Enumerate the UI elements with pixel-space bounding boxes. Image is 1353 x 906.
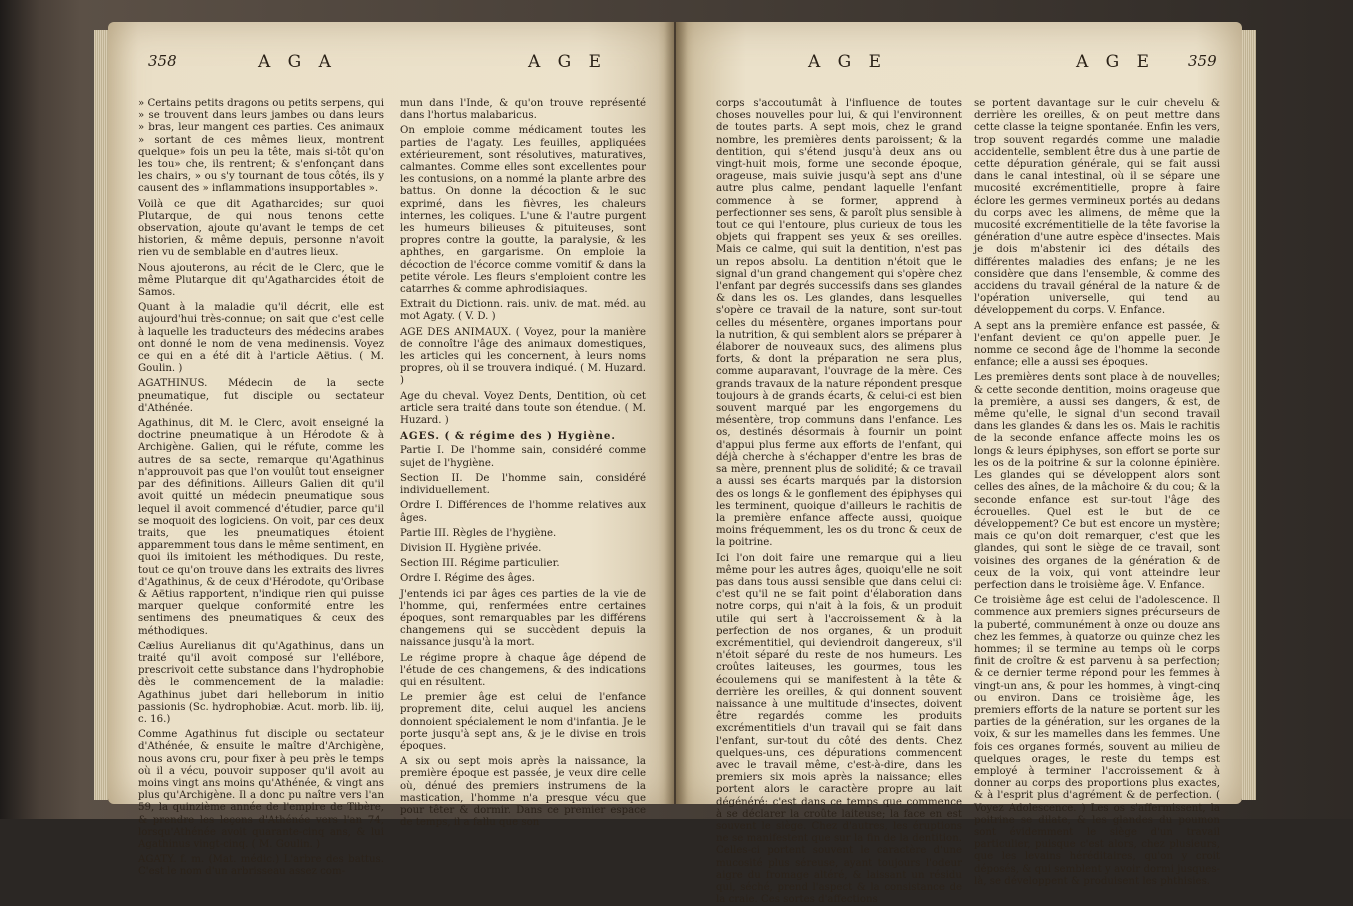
paragraph: Le régime propre à chaque âge dépend de l'étude de ces changemens, & des indications qui en résultent. <box>400 652 646 688</box>
right-page <box>676 22 1242 906</box>
left-column-2 <box>400 98 646 829</box>
paragraph: Section II. De l'homme sain, considéré individuellement. <box>400 472 646 497</box>
paragraph: Extrait du Dictionn. rais. univ. de mat. méd. au mot Agaty. ( V. D. ) <box>400 299 646 323</box>
right-column-1 <box>716 98 962 906</box>
paragraph: Le premier âge est celui de l'enfance proprement dite, celui auquel les anciens donnoient spécialement le nom d'infantia. Je le porte jusqu'à sept ans, & je le divise en trois époques. <box>400 692 646 752</box>
paragraph: Section III. Régime particulier. <box>400 558 560 570</box>
left-page-number: 358 <box>148 52 177 70</box>
left-header-right: A G E <box>528 52 608 72</box>
paragraph: AGATHINUS. Médecin de la secte pneumatique, fut disciple ou sectateur d'Athénée. <box>138 378 384 414</box>
left-header-left: A G A <box>258 52 337 72</box>
paragraph: Quant à la maladie qu'il décrit, elle est aujourd'hui très-connue; on sait que c'est celle à laquelle les traducteurs des médecins arabes ont donné le nom de vena medinensis. Voyez ce qui en a été dit à l'article Aëtius. ( M. Goulin. ) <box>138 302 384 375</box>
right-header-right: A G E <box>1076 52 1156 72</box>
paragraph: Nous ajouterons, au récit de le Clerc, que le même Plutarque dit qu'Agatharcides étoit de Samos. <box>138 262 384 299</box>
paragraph: Age du cheval. Voyez Dents, Dentition, où cet article sera traité dans toute son étendue. ( M. Huzard. ) <box>400 390 646 427</box>
paragraph: Cælius Aurelianus dit qu'Agathinus, dans un traité qu'il avoit composé sur l'ellébore, prescrivoit cette substance dans l'hydrophobie dès le commencement de la maladie: Agathinus jubet dari helleborum in initio passionis (Sc. hydrophobiæ. Acut. morb. lib. iij, c. 16.) <box>138 640 384 725</box>
right-page-edges <box>1242 30 1256 800</box>
paragraph: A six ou sept mois après la naissance, la première époque est passée, je veux dire celle où, dénué des premiers instrumens de la mastication, l'homme n'a presque vécu que pour têter & dormir. Dans ce premier espace de temps, il a fallu que son <box>400 756 646 829</box>
right-header-left: A G E <box>808 52 888 72</box>
left-page-edges <box>94 30 108 800</box>
paragraph: AGATY. f. m. (Mat. médic.) L'arbre des battus. C'est le nom d'un arbrisseau assez com- <box>138 854 384 878</box>
paragraph: A sept ans la première enfance est passée, & l'enfant devient ce qu'on appelle puer. Je nomme ce second âge de l'homme la seconde enfance; elle a aussi ses époques. <box>974 320 1220 369</box>
paragraph: On emploie comme médicament toutes les parties de l'agaty. Les feuilles, appliquées extérieurement, sont résolutives, maturatives, calmantes. Comme elles sont excellentes pour les contusions, on a nommé la plante arbre des battus. On donne la décoction & le suc exprimé, dans les fièvres, les chaleurs internes, les coliques. L'une & l'autre purgent les humeurs bilieuses & pituiteuses, sont propres contre la goutte, la paralysie, & les aphthes, en gargarisme. On emploie la décoction de l'écorce comme vomitif & dans la petite vérole. Les fleurs s'emploient contre les catarrhes & comme aphrodisiaques. <box>400 125 646 296</box>
book-gutter <box>664 22 688 804</box>
left-column-1 <box>138 98 384 878</box>
paragraph: Division II. Hygiène privée. <box>400 542 542 554</box>
right-page-number: 359 <box>1188 52 1217 70</box>
paragraph: » Certains petits dragons ou petits serpens, qui » se trouvent dans leurs jambes ou dans leurs » bras, leur mangent ces parties. Ces animaux » sortant de ces mêmes lieux, montrent quelque» fois un peu la tête, mais si-tôt qu'on les tou» che, ils rentrent; & s'enfonçant dans les chairs, » ou s'y tournant de tous côtés, ils y causent des » inflammations insupportables ». <box>138 98 384 195</box>
paragraph: Voilà ce que dit Agatharcides; sur quoi Plutarque, de qui nous tenons cette observation, ajoute qu'avant le temps de cet historien, & même depuis, personne n'avoit rien vu de semblable en d'autres lieux. <box>138 198 384 259</box>
right-column-2 <box>974 98 1220 887</box>
paragraph: Partie I. De l'homme sain, considéré comme sujet de l'hygiène. <box>400 445 646 469</box>
paragraph: Ici l'on doit faire une remarque qui a lieu même pour les autres âges, quoiqu'elle ne soit pas dans tous aussi sensible que dans celui ci: c'est qu'il ne se fait point d'élaboration dans notre corps, qui n'ait à la fois, & un produit utile qui sert à l'accroissement & à la perfection de nos organes, & un produit excrémentitiel, qui deviendroit dangereux, s'il n'étoit séparé du reste de nos humeurs. Les croûtes laiteuses, les gourmes, tous les écoulemens qui se manifestent à la tête & derrière les oreilles, & qui donnent souvent naissance à une multitude d'insectes, doivent être regardés comme les produits excrémentitiels d'un travail qui se fait dans l'enfant, sur-tout du côté des dents. Chez quelques-uns, ces dépurations commencent avec le travail même, c'est-à-dire, dans les premiers six mois après la naissance; elles portent alors le caractère propre au lait dégénéré: c'est dans ce temps que commence à se déclarer la croûte laiteuse; la face en est souvent le siège. Chez d'autres, les éruptions ne se manifestent que sur la fin de la dentition. Celles-ci portent souvent le caractère d'une mucosité plus séreuse, ayant toujours l'odeur aigre du fromage altéré, & laissant un résidu qui, séché, prend l'aspect & la consistance de la craie. Ces sortes d'affections <box>716 552 962 906</box>
paragraph: corps s'accoutumât à l'influence de toutes choses nouvelles pour lui, & qui l'environnent de toutes parts. A sept mois, chez le grand nombre, les premières dents paroissent; & la dentition, qui s'étend jusqu'à deux ans ou vingt-huit mois, forme une seconde époque, orageuse, mais suivie jusqu'à sept ans d'une autre plus calme, pendant laquelle l'enfant commence à se former, apprend à perfectionner ses sens, & paroît plus sensible à tout ce qui l'entoure, plus curieux de tous les objets qui frappent ses yeux & ses oreilles. Mais ce calme, qui suit la dentition, n'est pas un repos absolu. La dentition n'étoit que le signal d'un grand changement qui s'opère chez l'enfant par degrés successifs dans ses glandes & dans les os. Les glandes, dans lesquelles s'opère ce travail de la nature, sont sur-tout celles du mésentère, organes importans pour la nutrition, & qui semblent alors se préparer à élaborer de nouveaux sucs, des alimens plus forts, & dont la préparation ne sera plus, comme auparavant, l'ouvrage de la mère. Ces grands travaux de la nature répondent presque toujours à de grands écarts, & celui-ci est bien souvent marqué par les engorgemens du mésentère, trop communs dans l'enfance. Les os, destinés désormais à fournir un point d'appui plus ferme aux efforts de l'enfant, qui déjà cherche à s'échapper d'entre les bras de sa mère, prennent plus de solidité; & ce travail a aussi ses écarts marqués par la distorsion des os longs & le gonflement des épiphyses qui les terminent, quoique d'ailleurs le rachitis de la première enfance affecte aussi, quoique moins fréquemment, les os du tronc & ceux de la poitrine. <box>716 98 962 549</box>
paragraph: se portent davantage sur le cuir chevelu & derrière les oreilles, & on peut mettre dans cette classe la teigne spontanée. Enfin les vers, trop souvent regardés comme une maladie accidentelle, semblent être dus à une partie de cette dépuration générale, qui se fait aussi dans le canal intestinal, où il se sépare une mucosité excrémentitielle, propre à faire éclore les germes vermineux portés au dedans du corps avec les alimens, de même que la mucosité excrémentitielle de la tête favorise la génération d'une autre espèce d'insectes. Mais je dois m'abstenir ici des détails des différentes maladies des enfans; je ne les considère que dans l'ensemble, & comme des accidens du travail général de la nature & de l'opération universelle, qui tend au développement du corps. V. Enfance. <box>974 98 1220 317</box>
paragraph: Ordre I. Différences de l'homme relatives aux âges. <box>400 500 646 524</box>
paragraph: J'entends ici par âges ces parties de la vie de l'homme, qui, renfermées entre certaines époques, sont remarquables par les différens changemens qui se succèdent depuis la naissance jusqu'à la mort. <box>400 588 646 649</box>
paragraph: Ordre I. Régime des âges. <box>400 573 535 585</box>
paragraph: Comme Agathinus fut disciple ou sectateur d'Athénée, & ensuite le maître d'Archigène, nous avons cru, pour fixer à peu près le temps où il a vécu, pouvoir supposer qu'il avoit au moins vingt ans moins qu'Athénée, & vingt ans plus qu'Archigène. Il a donc pu naître vers l'an 59, la quinzième année de l'empire de Tibère, & prendre les leçons d'Athénée vers l'an 74, lorsqu'Athénée avoit quarante-cinq ans, & lui Agathinus vingt-cinq. ( M. Goulin. ) <box>138 729 384 850</box>
paragraph: Les premières dents sont place à de nouvelles; & cette seconde dentition, moins orageuse que la première, a aussi ses dangers, & est, de même qu'elle, le signal d'un second travail dans les glandes & dans les os. Mais le rachitis de la seconde enfance affecte moins les os longs & leurs épiphyses, son effort se porte sur les os de la poitrine & sur la colonne épinière. Les glandes qui se développent alors sont celles des aînes, de la mâchoire & du cou; & la seconde enfance est sur-tout l'âge des écrouelles. Quel est le but de ce développement? Ce but est encore un mystère; mais ce qu'on doit remarquer, c'est que les glandes, qui sont le siège de ce travail, sont voisines des organes de la génération & de ceux de la voix, qui vont atteindre leur perfection dans le troisième âge. V. Enfance. <box>974 372 1220 591</box>
section-heading: AGES. ( & régime des ) Hygiène. <box>400 430 616 443</box>
paragraph: AGE DES ANIMAUX. ( Voyez, pour la manière de connoître l'âge des animaux domestiques, les articles qui les concernent, à leurs noms propres, où il se trouvera indiqué. ( M. Huzard. ) <box>400 326 646 387</box>
left-page <box>108 22 674 878</box>
paragraph: Agathinus, dit M. le Clerc, avoit enseigné la doctrine pneumatique à un Hérodote & à Archigène. Galien, qui le réfute, comme les autres de sa secte, remarque qu'Agathinus n'approuvoit pas que l'on voulût tout enseigner par des définitions. Ailleurs Galien dit qu'il avoit quitté un médecin pneumatique sous lequel il avoit commencé d'étudier, parce qu'il se moquoit des logiciens. On voit, par ces deux traits, que les pneumatiques étoient apparemment tous dans le même sentiment, en quoi ils imitoient les méthodiques. Du reste, tout ce qu'on trouve dans les extraits des livres d'Agathinus, & de ceux d'Hérodote, qu'Oribase & Aëtius rapportent, n'indique rien qui puisse marquer quelque conformité entre les sentimens des pneumatiques & ceux des méthodiques. <box>138 418 384 637</box>
paragraph: mun dans l'Inde, & qu'on trouve représenté dans l'hortus malabaricus. <box>400 98 646 122</box>
paragraph: Ce troisième âge est celui de l'adolescence. Il commence aux premiers signes précurseurs de la puberté, communément à onze ou douze ans chez les femmes, à quatorze ou quinze chez les hommes; il se termine au temps où le corps finit de croître & est parvenu à sa perfection; & ce dernier terme répond pour les femmes à vingt-un ans, & pour les hommes, à vingt-cinq ou environ. Dans ce troisième âge, les premiers efforts de la nature se portent sur les parties de la génération, sur les organes de la voix, & sur les mamelles dans les femmes. Une fois ces organes formés, souvent au milieu de quelques orages, le reste du temps est employé à terminer l'accroissement & à donner au corps des proportions plus exactes, & à l'esprit plus d'agrément & de perfection. ( Voyez Adolescence. ) Les os s'affermissent, la poitrine se dilate, & les glandes du poumon sont évidemment le siège d'un travail particulier, puisque c'est alors, chez plusieurs, que les levains héréditaires, qu'on y croit déposés, & qui semblent y avoir dormi jusques-là, se développent & produisent les phthisies. <box>974 595 1220 887</box>
paragraph: Partie III. Règles de l'hygiène. <box>400 527 557 539</box>
